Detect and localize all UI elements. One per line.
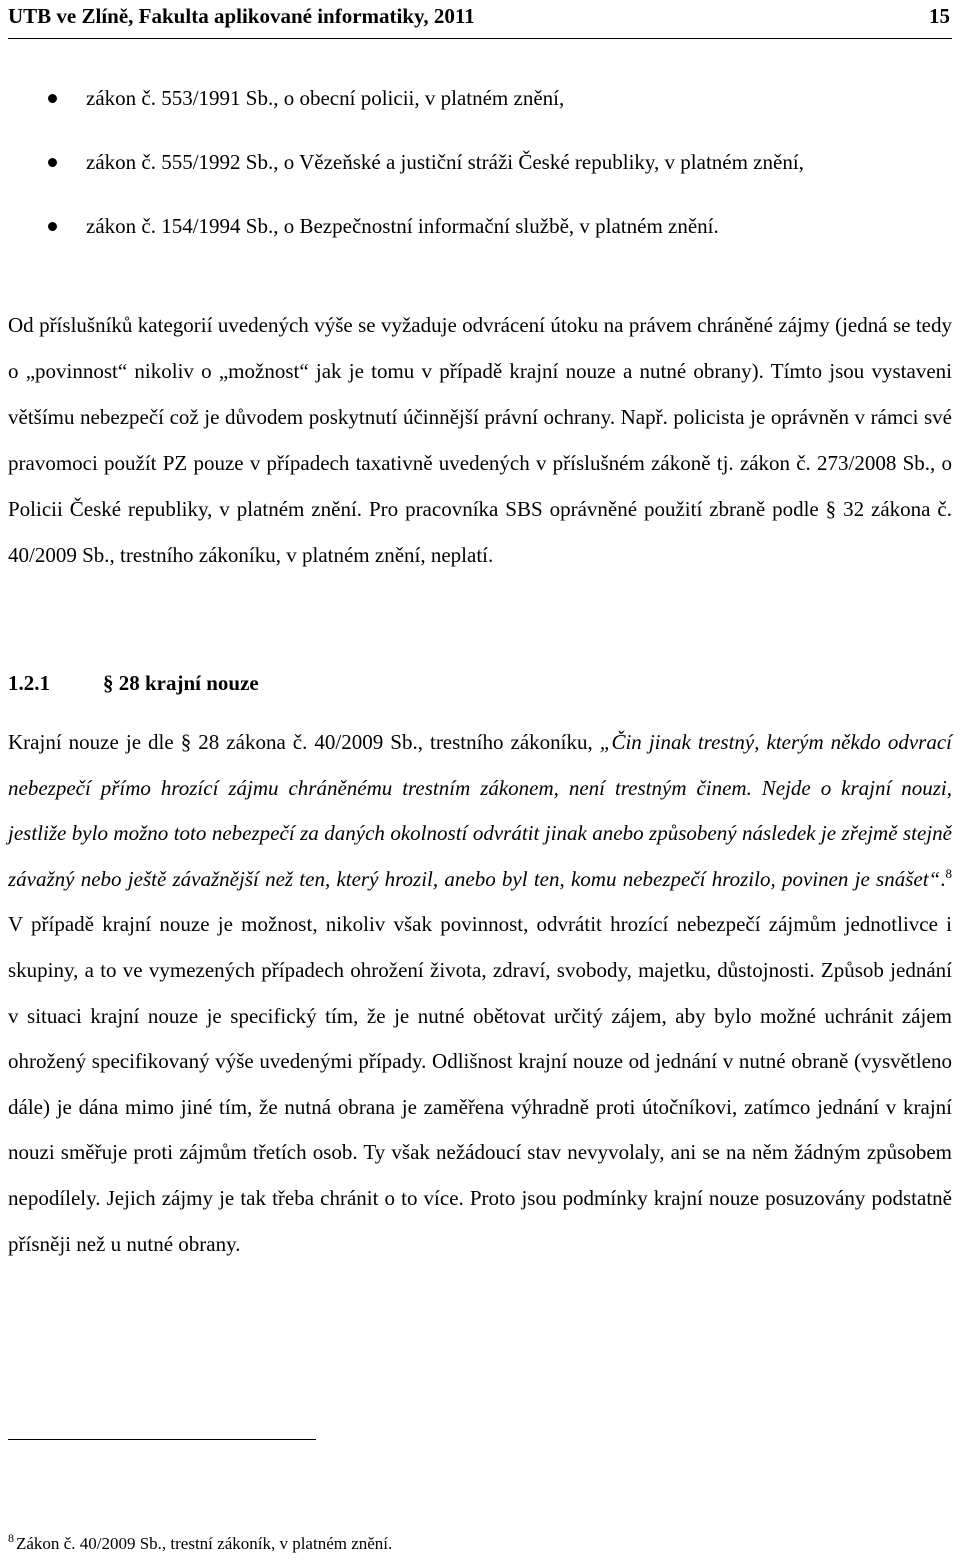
page-number: 15: [929, 4, 950, 28]
footnote-number: 8: [8, 1531, 14, 1546]
bullet-icon: [48, 94, 57, 103]
paragraph-rest: V případě krajní nouze je možnost, nikoliv však povinnost, odvrátit hrozící nebezpečí zájmům jednotlivce i skupiny, a to ve vymezených případech ohrožení života, zdraví, svobody, majetku, důstojnosti. Způsob jednání v situaci krajní nouze je specifický tím, že je nutné obětovat určitý zájem, aby bylo možné uchránit zájem ohrožený specifikovaný výše uvedenými případy. Odlišnost krajní nouze od jednání v nutné obraně (vysvětleno dále) je dána mimo jiné tím, že nutná obrana je zaměřena výhradně proti útočníkovi, zatímco jednání v krajní nouzi směřuje proti zájmům třetích osob. Ty však nežádoucí stav nevyvolaly, ani se na něm žádným způsobem nepodílely. Jejich zájmy je tak třeba chránit o to více. Proto jsou podmínky krajní nouze posuzovány podstatně přísněji než u nutné obrany.: [8, 912, 952, 1256]
section-number: 1.2.1: [8, 671, 50, 695]
list-item: [86, 147, 950, 177]
footnote-reference[interactable]: 8: [945, 865, 952, 881]
bullet-icon: [48, 222, 57, 231]
law-quote: „Čin jinak trestný, kterým někdo odvrací nebezpečí přímo hrozící zájmu chráněnému trestním zákonem, není trestným činem. Nejde o krajní nouzi, jestliže bylo možno toto nebezpečí za daných okolností odvrátit jinak anebo způsobený následek je zřejmě stejně závažný nebo ještě závažnější než ten, který hrozil, anebo byl ten, komu nebezpečí hrozilo, povinen je snášet“: [8, 730, 952, 891]
list-item: [86, 211, 950, 241]
law-list: [86, 83, 950, 241]
body-paragraph-krajni-nouze: Krajní nouze je dle § 28 zákona č. 40/2009 Sb., trestního zákoníku, „Čin jinak trestný, kterým někdo odvrací nebezpečí přímo hrozící zájmu chráněnému trestním zákonem, není trestným činem. Nejde o krajní nouzi, jestliže bylo možno toto nebezpečí za daných okolností odvrátit jinak anebo způsobený následek je zřejmě stejně závažný nebo ještě závažnější než ten, který hrozil, anebo byl ten, komu nebezpečí hrozilo, povinen je snášet“.$^8$ V případě krajní nouze je možnost, nikoliv však povinnost, odvrátit hrozící nebezpečí zájmům jednotlivce i skupiny, a to ve vymezených případech ohrožení života, zdraví, svobody, majetku, důstojnosti. Způsob jednání v situaci krajní nouze je specifický tím, že je nutné obětovat určitý zájem, aby bylo možné uchránit zájem ohrožený specifikovaný výše uvedenými případy. Odlišnost krajní nouze od jednání v nutné obraně (vysvětleno dále) je dána mimo jiné tím, že nutná obrana je zaměřena výhradně proti útočníkovi, zatímco jednání v krajní nouzi směřuje proti zájmům třetích osob. Ty však nežádoucí stav nevyvolaly, ani se na něm žádným způsobem nepodílely. Jejich zájmy je tak třeba chránit o to více. Proto jsou podmínky krajní nouze posuzovány podstatně přísněji než u nutné obrany.: [8, 730, 952, 1256]
body-paragraph: Od příslušníků kategorií uvedených výše se vyžaduje odvrácení útoku na právem chráněné zájmy (jedná se tedy o „povinnost“ nikoliv o „možnost“ jak je tomu v případě krajní nouze a nutné obrany). Tímto jsou vystaveni většímu nebezpečí což je důvodem poskytnutí účinnější právní ochrany. Např. policista je oprávněn v rámci své pravomoci použít PZ pouze v případech taxativně uvedených v příslušném zákoně tj. zákon č. 273/2008 Sb., o Policii České republiky, v platném znění. Pro pracovníka SBS oprávněné použití zbraně podle § 32 zákona č. 40/2009 Sb., trestního zákoníku, v platném znění, neplatí.: [8, 313, 952, 567]
list-item: [86, 83, 950, 113]
list-item-text: zákon č. 555/1992 Sb., o Vězeňské a justiční stráži České republiky, v platném znění,: [86, 150, 804, 174]
section-heading: [8, 668, 259, 698]
list-item-text: zákon č. 154/1994 Sb., o Bezpečnostní informační službě, v platném znění.: [86, 214, 719, 238]
paragraph-intro: Krajní nouze je dle § 28 zákona č. 40/2009 Sb., trestního zákoníku,: [8, 730, 600, 754]
footnote-separator: [8, 1439, 316, 1440]
list-item-text: zákon č. 553/1991 Sb., o obecní policii, v platném znění,: [86, 86, 565, 110]
footnote: [8, 1532, 392, 1556]
footnote-text: Zákon č. 40/2009 Sb., trestní zákoník, v platném znění.: [16, 1534, 393, 1553]
page-header: [8, 0, 952, 39]
header-title: UTB ve Zlíně, Fakulta aplikované informatiky, 2011: [8, 4, 475, 28]
bullet-icon: [48, 158, 57, 167]
section-title: § 28 krajní nouze: [103, 671, 259, 695]
